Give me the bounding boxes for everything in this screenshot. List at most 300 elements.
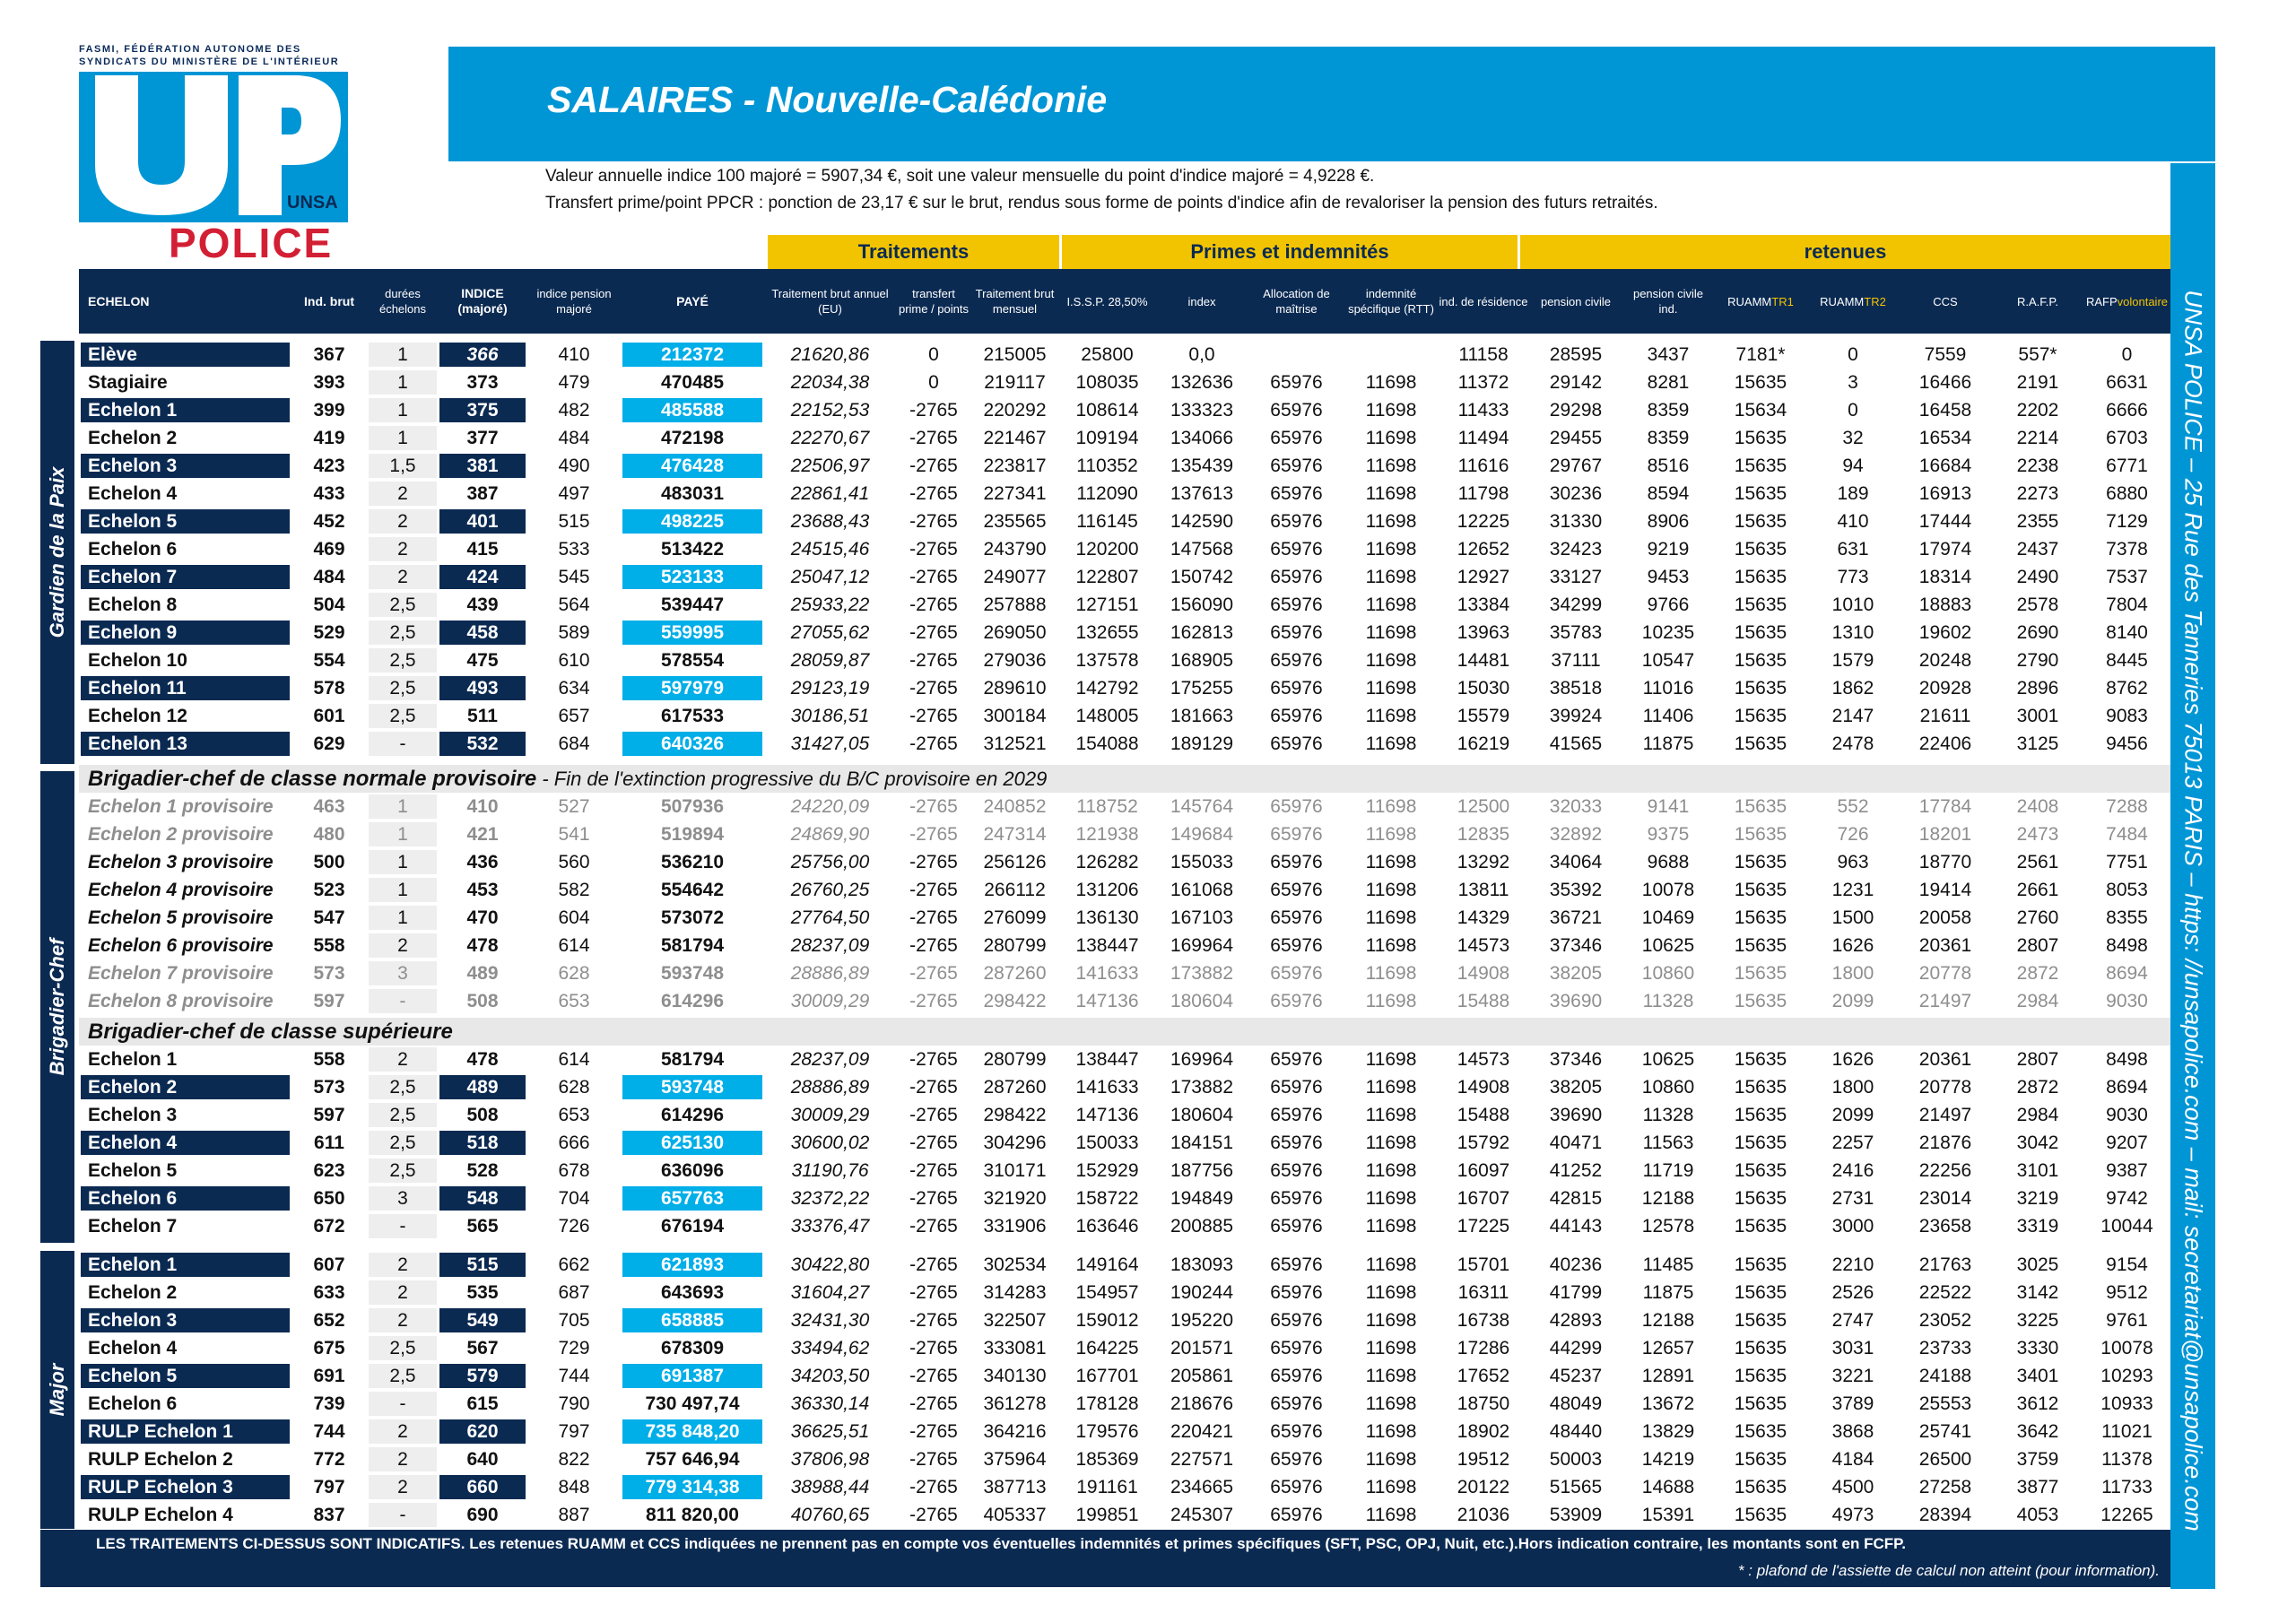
table-cell: 15635 (1734, 1338, 1787, 1358)
table-cell: 16913 (1918, 483, 1972, 504)
table-cell: 2 (369, 1047, 437, 1072)
table-cell: 475 (439, 648, 526, 673)
table-cell: 489 (439, 1075, 526, 1099)
table-cell: 340130 (983, 1366, 1047, 1386)
table-cell: 405337 (983, 1505, 1047, 1525)
table-cell: -2765 (909, 1421, 958, 1442)
table-cell: 45237 (1549, 1366, 1603, 1386)
table-cell: 32423 (1549, 539, 1603, 560)
table-cell: 548 (439, 1186, 526, 1211)
table-row (79, 563, 2170, 591)
table-cell: 1 (369, 906, 437, 930)
echelon-label: Echelon 5 (81, 1364, 290, 1388)
echelon-label: Echelon 5 (81, 509, 290, 534)
table-cell: 14573 (1457, 935, 1510, 956)
table-row (79, 1157, 2170, 1185)
table-cell: 24869,90 (790, 824, 870, 845)
table-cell: 41252 (1549, 1160, 1603, 1181)
table-cell: 1862 (1831, 678, 1874, 699)
table-cell: -2765 (909, 1160, 958, 1181)
echelon-label: Echelon 13 (81, 732, 290, 756)
table-cell: 11698 (1365, 1477, 1417, 1497)
table-cell: 410 (558, 344, 590, 365)
table-cell: 15488 (1457, 991, 1510, 1011)
table-cell: 147136 (1075, 1105, 1139, 1125)
footer (40, 1530, 2170, 1587)
table-cell: -2765 (909, 1188, 958, 1209)
table-cell: 2 (369, 509, 437, 534)
table-cell: 39690 (1549, 991, 1603, 1011)
table-row (79, 1279, 2170, 1306)
table-cell: 180604 (1170, 1105, 1234, 1125)
table-cell: 3031 (1831, 1338, 1874, 1358)
table-cell: 142792 (1075, 678, 1139, 699)
table-cell: 21036 (1457, 1505, 1510, 1525)
table-row (79, 1418, 2170, 1445)
table-cell: 419 (292, 426, 366, 450)
table-cell: 30600,02 (790, 1133, 870, 1153)
echelon-label: Echelon 2 (81, 1075, 290, 1099)
table-cell: 280799 (983, 1049, 1047, 1070)
table-cell: 312521 (983, 733, 1047, 754)
table-cell: 12500 (1457, 796, 1510, 817)
table-cell: 16466 (1918, 372, 1972, 393)
table-cell: 21876 (1918, 1133, 1972, 1153)
table-cell: 15635 (1734, 907, 1787, 928)
table-cell: 573072 (660, 907, 725, 928)
table-row (79, 647, 2170, 674)
table-cell: 773 (1837, 567, 1869, 587)
table-cell: 11698 (1365, 1254, 1417, 1275)
echelon-label: Echelon 3 (81, 1308, 290, 1332)
table-cell: 300184 (983, 706, 1047, 726)
table-cell: 366 (439, 343, 526, 367)
table-cell: 25933,22 (790, 595, 870, 615)
table-cell: 482 (558, 400, 590, 421)
table-cell: 35783 (1549, 622, 1603, 643)
table-cell: 2355 (2016, 511, 2059, 532)
table-cell: 50003 (1549, 1449, 1603, 1470)
column-header: R.A.F.P. (2016, 294, 2058, 308)
table-cell: 628 (558, 963, 590, 984)
table-cell: 9141 (1647, 796, 1690, 817)
table-cell: 16534 (1918, 428, 1972, 448)
table-cell: 2 (369, 1280, 437, 1305)
table-cell: 3 (369, 1186, 437, 1211)
police-text: POLICE (169, 220, 334, 266)
table-cell: 65976 (1270, 456, 1323, 476)
sidebar-major (40, 1251, 74, 1529)
table-cell: 31604,27 (790, 1282, 870, 1303)
table-cell: 287260 (983, 1077, 1047, 1098)
section-bcs-title: Brigadier-chef de classe supérieure (88, 1020, 453, 1044)
footer-asterisk-note: * : plafond de l'assiette de calcul non atteint (pour information). (1737, 1562, 2160, 1579)
table-cell: 168905 (1170, 650, 1234, 671)
table-cell: 22270,67 (790, 428, 870, 448)
table-cell: 3 (1848, 372, 1858, 393)
table-cell: 0 (928, 344, 939, 365)
table-cell: 658885 (622, 1308, 762, 1332)
note-ppcr-transfer: Transfert prime/point PPCR : ponction de 23,17 € sur le brut, rendus sous forme de points d'indice afin de revaloriser la pension des futurs retraités. (545, 194, 1658, 213)
table-cell: 150742 (1170, 567, 1234, 587)
table-cell: 15391 (1641, 1505, 1695, 1525)
table-cell: 634 (558, 678, 590, 699)
table-row (79, 1101, 2170, 1129)
table-cell: -2765 (909, 1282, 958, 1303)
table-cell: 726 (1837, 824, 1869, 845)
table-cell: 150033 (1075, 1133, 1139, 1153)
table-cell: 6771 (2106, 456, 2148, 476)
table-cell: -2765 (909, 1049, 958, 1070)
sidebar-brigadier-label: Brigadier-Chef (46, 938, 68, 1076)
table-cell: 2872 (2016, 963, 2059, 984)
table-cell: 23733 (1918, 1338, 1972, 1358)
table-cell: 0,0 (1188, 344, 1215, 365)
table-cell: 1 (369, 794, 437, 819)
table-cell: 19512 (1457, 1449, 1510, 1470)
table-cell: 687 (558, 1282, 590, 1303)
table-cell: 36330,14 (790, 1393, 870, 1414)
table-cell: 13292 (1457, 852, 1510, 872)
table-cell: 108614 (1075, 400, 1139, 421)
table-cell: 6880 (2106, 483, 2148, 504)
table-cell: -2765 (909, 1077, 958, 1098)
table-cell: 39690 (1549, 1105, 1603, 1125)
table-cell: 1 (369, 822, 437, 846)
table-cell: 9453 (1647, 567, 1690, 587)
table-cell: 65976 (1270, 1421, 1323, 1442)
table-cell: 29142 (1549, 372, 1603, 393)
table-cell: 8498 (2106, 1049, 2148, 1070)
table-row (79, 508, 2170, 535)
table-cell: 22034,38 (790, 372, 870, 393)
table-cell: 32431,30 (790, 1310, 870, 1331)
table-cell: 40760,65 (790, 1505, 870, 1525)
table-cell: 3000 (1831, 1216, 1874, 1237)
table-cell: 2807 (2016, 1049, 2059, 1070)
table-cell: 837 (292, 1503, 366, 1527)
table-cell: 11021 (2101, 1421, 2152, 1442)
table-cell: 2202 (2016, 400, 2059, 421)
table-cell: -2765 (909, 539, 958, 560)
table-cell: 1,5 (369, 454, 437, 478)
table-row (79, 1306, 2170, 1334)
table-cell: 557* (2018, 344, 2057, 365)
table-cell: 256126 (983, 852, 1047, 872)
table-cell: 597979 (622, 676, 762, 700)
table-cell: 21763 (1918, 1254, 1972, 1275)
table-cell: 439 (439, 593, 526, 617)
table-row (79, 1390, 2170, 1418)
table-cell: 65976 (1270, 1477, 1323, 1497)
table-cell: 142590 (1170, 511, 1234, 532)
table-cell: 94 (1842, 456, 1864, 476)
table-cell: 15635 (1734, 1477, 1787, 1497)
table-cell: 138447 (1075, 1049, 1139, 1070)
table-cell: 8359 (1647, 428, 1690, 448)
table-cell: 11698 (1365, 1421, 1417, 1442)
table-cell: 11016 (1642, 678, 1694, 699)
sidebar-major-label: Major (46, 1363, 68, 1417)
table-cell: -2765 (909, 1105, 958, 1125)
table-cell: 1231 (1831, 880, 1874, 900)
table-cell: 189 (1837, 483, 1869, 504)
table-cell: 797 (558, 1421, 590, 1442)
table-cell: 35392 (1549, 880, 1603, 900)
table-cell: 16219 (1457, 733, 1510, 754)
table-cell: 15635 (1734, 1049, 1787, 1070)
table-cell: 227571 (1170, 1449, 1234, 1470)
table-cell: 410 (1837, 511, 1869, 532)
table-cell: 2790 (2016, 650, 2059, 671)
column-header: Traitement brut annuel (EU) (771, 287, 889, 316)
table-cell: 11698 (1365, 567, 1417, 587)
table-cell: 220292 (983, 400, 1047, 421)
table-cell: 2872 (2016, 1077, 2059, 1098)
table-cell: 483031 (660, 483, 725, 504)
table-cell: 11698 (1365, 1505, 1417, 1525)
table-cell: 212372 (622, 343, 762, 367)
table-cell: 20778 (1918, 1077, 1972, 1098)
table-cell: 147136 (1075, 991, 1139, 1011)
table-cell: 678 (558, 1160, 590, 1181)
table-cell: 9030 (2106, 1105, 2148, 1125)
table-row (79, 730, 2170, 758)
table-cell: 15635 (1734, 1393, 1787, 1414)
table-cell: 15635 (1734, 567, 1787, 587)
table-cell: 17444 (1918, 511, 1972, 532)
echelon-label: Echelon 7 (88, 1216, 178, 1237)
table-cell: 34064 (1549, 852, 1603, 872)
table-cell: 558 (292, 933, 366, 958)
column-header: PAYÉ (676, 293, 709, 308)
table-cell: 31190,76 (791, 1160, 869, 1181)
table-cell: 227341 (983, 483, 1047, 504)
echelon-label: Echelon 10 (88, 650, 187, 671)
table-cell: 2257 (1831, 1133, 1874, 1153)
table-cell: 567 (439, 1336, 526, 1360)
table-cell: 2437 (2016, 539, 2059, 560)
table-cell: 484 (558, 428, 590, 448)
table-cell: 381 (439, 454, 526, 478)
table-cell: 676194 (660, 1216, 725, 1237)
table-cell: 18201 (1918, 824, 1972, 845)
table-cell: 2760 (2016, 907, 2059, 928)
table-cell: 490 (558, 456, 590, 476)
table-row (79, 702, 2170, 730)
table-cell: 498225 (622, 509, 762, 534)
table-cell: 593748 (622, 1075, 762, 1099)
table-cell: 573 (292, 1075, 366, 1099)
table-cell: 13384 (1457, 595, 1510, 615)
table-cell: 614 (558, 1049, 590, 1070)
table-cell: 12891 (1641, 1366, 1695, 1386)
table-cell: 65976 (1270, 1254, 1323, 1275)
table-cell: 200885 (1170, 1216, 1234, 1237)
column-header: durées échelons (378, 287, 427, 316)
table-cell: 21497 (1918, 1105, 1972, 1125)
table-cell: 508 (439, 989, 526, 1013)
table-cell: 22406 (1918, 733, 1972, 754)
table-cell: 13829 (1641, 1421, 1695, 1442)
table-cell: 36625,51 (790, 1421, 870, 1442)
table-cell: 136130 (1075, 907, 1139, 928)
table-cell: 2 (369, 537, 437, 561)
table-cell: 2214 (2016, 428, 2059, 448)
table-row (79, 1473, 2170, 1501)
table-cell: 304296 (983, 1133, 1047, 1153)
table-cell: 37806,98 (790, 1449, 870, 1470)
table-cell: 65976 (1270, 907, 1323, 928)
table-cell: 29123,19 (790, 678, 870, 699)
table-cell: 185369 (1075, 1449, 1139, 1470)
table-cell: 484 (292, 565, 366, 589)
table-cell: 536210 (660, 852, 725, 872)
table-cell: 15635 (1734, 483, 1787, 504)
echelon-label: Echelon 8 (88, 595, 178, 615)
table-cell: 11698 (1365, 622, 1417, 643)
column-header: Traitement brut mensuel (975, 287, 1055, 316)
table-cell: 14908 (1457, 963, 1510, 984)
table-cell: 23658 (1918, 1216, 1972, 1237)
table-cell: 32372,22 (790, 1188, 870, 1209)
table-cell: 12225 (1457, 511, 1510, 532)
table-cell: 1 (369, 398, 437, 422)
table-cell: 33127 (1549, 567, 1603, 587)
table-cell: 11698 (1365, 483, 1417, 504)
table-cell: 607 (292, 1253, 366, 1277)
table-cell: -2765 (909, 1310, 958, 1331)
table-cell: 1 (369, 370, 437, 395)
table-cell: 179576 (1075, 1421, 1139, 1442)
echelon-label: Echelon 1 (81, 1253, 290, 1277)
table-cell: 15635 (1734, 539, 1787, 560)
table-cell: 589 (558, 622, 590, 643)
table-cell: 65976 (1270, 428, 1323, 448)
table-cell: 11485 (1642, 1254, 1694, 1275)
table-cell: 65976 (1270, 483, 1323, 504)
table-cell: 614296 (660, 1105, 725, 1125)
table-cell: 11698 (1365, 678, 1417, 699)
table-cell: 48049 (1549, 1393, 1603, 1414)
table-cell: 545 (558, 567, 590, 587)
table-cell: - (369, 1214, 437, 1238)
table-cell: 8140 (2106, 622, 2148, 643)
table-cell: 25047,12 (790, 567, 870, 587)
table-cell: 3642 (2016, 1421, 2059, 1442)
table-cell: 11698 (1365, 1282, 1417, 1303)
echelon-label: Echelon 5 (88, 1160, 178, 1181)
table-cell: 2473 (2016, 824, 2059, 845)
table-cell: 11698 (1365, 1366, 1417, 1386)
table-cell: 1800 (1831, 963, 1874, 984)
table-cell: 513422 (660, 539, 725, 560)
table-cell: 22522 (1918, 1282, 1972, 1303)
table-cell: 523133 (622, 565, 762, 589)
table-cell: 15635 (1734, 1310, 1787, 1331)
table-cell: 184151 (1170, 1133, 1234, 1153)
table-cell: - (369, 989, 437, 1013)
table-cell: 604 (558, 907, 590, 928)
table-row (79, 1073, 2170, 1101)
table-cell: 183093 (1170, 1254, 1234, 1275)
table-cell: 790 (558, 1393, 590, 1414)
table-cell: 298422 (983, 1105, 1047, 1125)
table-cell: 2807 (2016, 935, 2059, 956)
table-cell: 485588 (622, 398, 762, 422)
table-cell: 581794 (660, 935, 725, 956)
table-cell: 617533 (660, 706, 725, 726)
table-cell: 65976 (1270, 1188, 1323, 1209)
table-cell: 15792 (1457, 1133, 1510, 1153)
table-cell: 8694 (2106, 963, 2148, 984)
table-cell: 453 (439, 878, 526, 902)
table-cell: 2191 (2016, 372, 2059, 393)
table-cell: 42815 (1549, 1188, 1603, 1209)
table-cell: 15635 (1734, 796, 1787, 817)
table-cell: 1310 (1831, 622, 1874, 643)
table-cell: 8359 (1647, 400, 1690, 421)
table-cell: 44299 (1549, 1338, 1603, 1358)
table-cell: 15635 (1734, 650, 1787, 671)
table-cell: 65976 (1270, 1338, 1323, 1358)
table-cell: 15635 (1734, 428, 1787, 448)
table-cell: 620 (439, 1419, 526, 1444)
table-cell: 640 (439, 1447, 526, 1471)
table-cell: 41799 (1549, 1282, 1603, 1303)
table-cell: 65976 (1270, 678, 1323, 699)
table-cell: 221467 (983, 428, 1047, 448)
table-cell: 3025 (2016, 1254, 2059, 1275)
table-cell: 8281 (1647, 372, 1690, 393)
table-cell: -2765 (909, 935, 958, 956)
table-cell: 8445 (2106, 650, 2148, 671)
table-cell: 108035 (1075, 372, 1139, 393)
table-cell: 11698 (1365, 1077, 1417, 1098)
table-cell: 223817 (983, 456, 1047, 476)
table-cell: 7484 (2106, 824, 2148, 845)
table-cell: 7537 (2106, 567, 2148, 587)
table-cell: 625130 (622, 1131, 762, 1155)
table-cell: 29298 (1549, 400, 1603, 421)
table-row (79, 1501, 2170, 1529)
table-cell: 120200 (1075, 539, 1139, 560)
table-cell: 249077 (983, 567, 1047, 587)
table-cell: 15635 (1734, 1282, 1787, 1303)
table-cell: 554 (292, 648, 366, 673)
column-header: ind. de résidence (1439, 294, 1528, 308)
table-cell: 3789 (1831, 1393, 1874, 1414)
table-cell: 529 (292, 621, 366, 645)
table-cell: 2896 (2016, 678, 2059, 699)
column-header: indemnité spécifique (RTT) (1348, 287, 1434, 316)
table-row (79, 1046, 2170, 1073)
table-cell: -2765 (909, 1366, 958, 1386)
table-cell: 169964 (1170, 1049, 1234, 1070)
table-cell: 112090 (1076, 483, 1138, 504)
table-cell: -2765 (909, 1449, 958, 1470)
table-cell: 10078 (1641, 880, 1695, 900)
table-cell: 848 (558, 1477, 590, 1497)
table-cell: 155033 (1170, 852, 1234, 872)
section-bcnp (79, 765, 2170, 793)
table-cell: 20058 (1918, 907, 1972, 928)
table-cell: 8498 (2106, 935, 2148, 956)
table-row (79, 904, 2170, 932)
table-cell: -2765 (909, 852, 958, 872)
table-cell: 2,5 (369, 1075, 437, 1099)
table-cell: 30186,51 (790, 706, 870, 726)
